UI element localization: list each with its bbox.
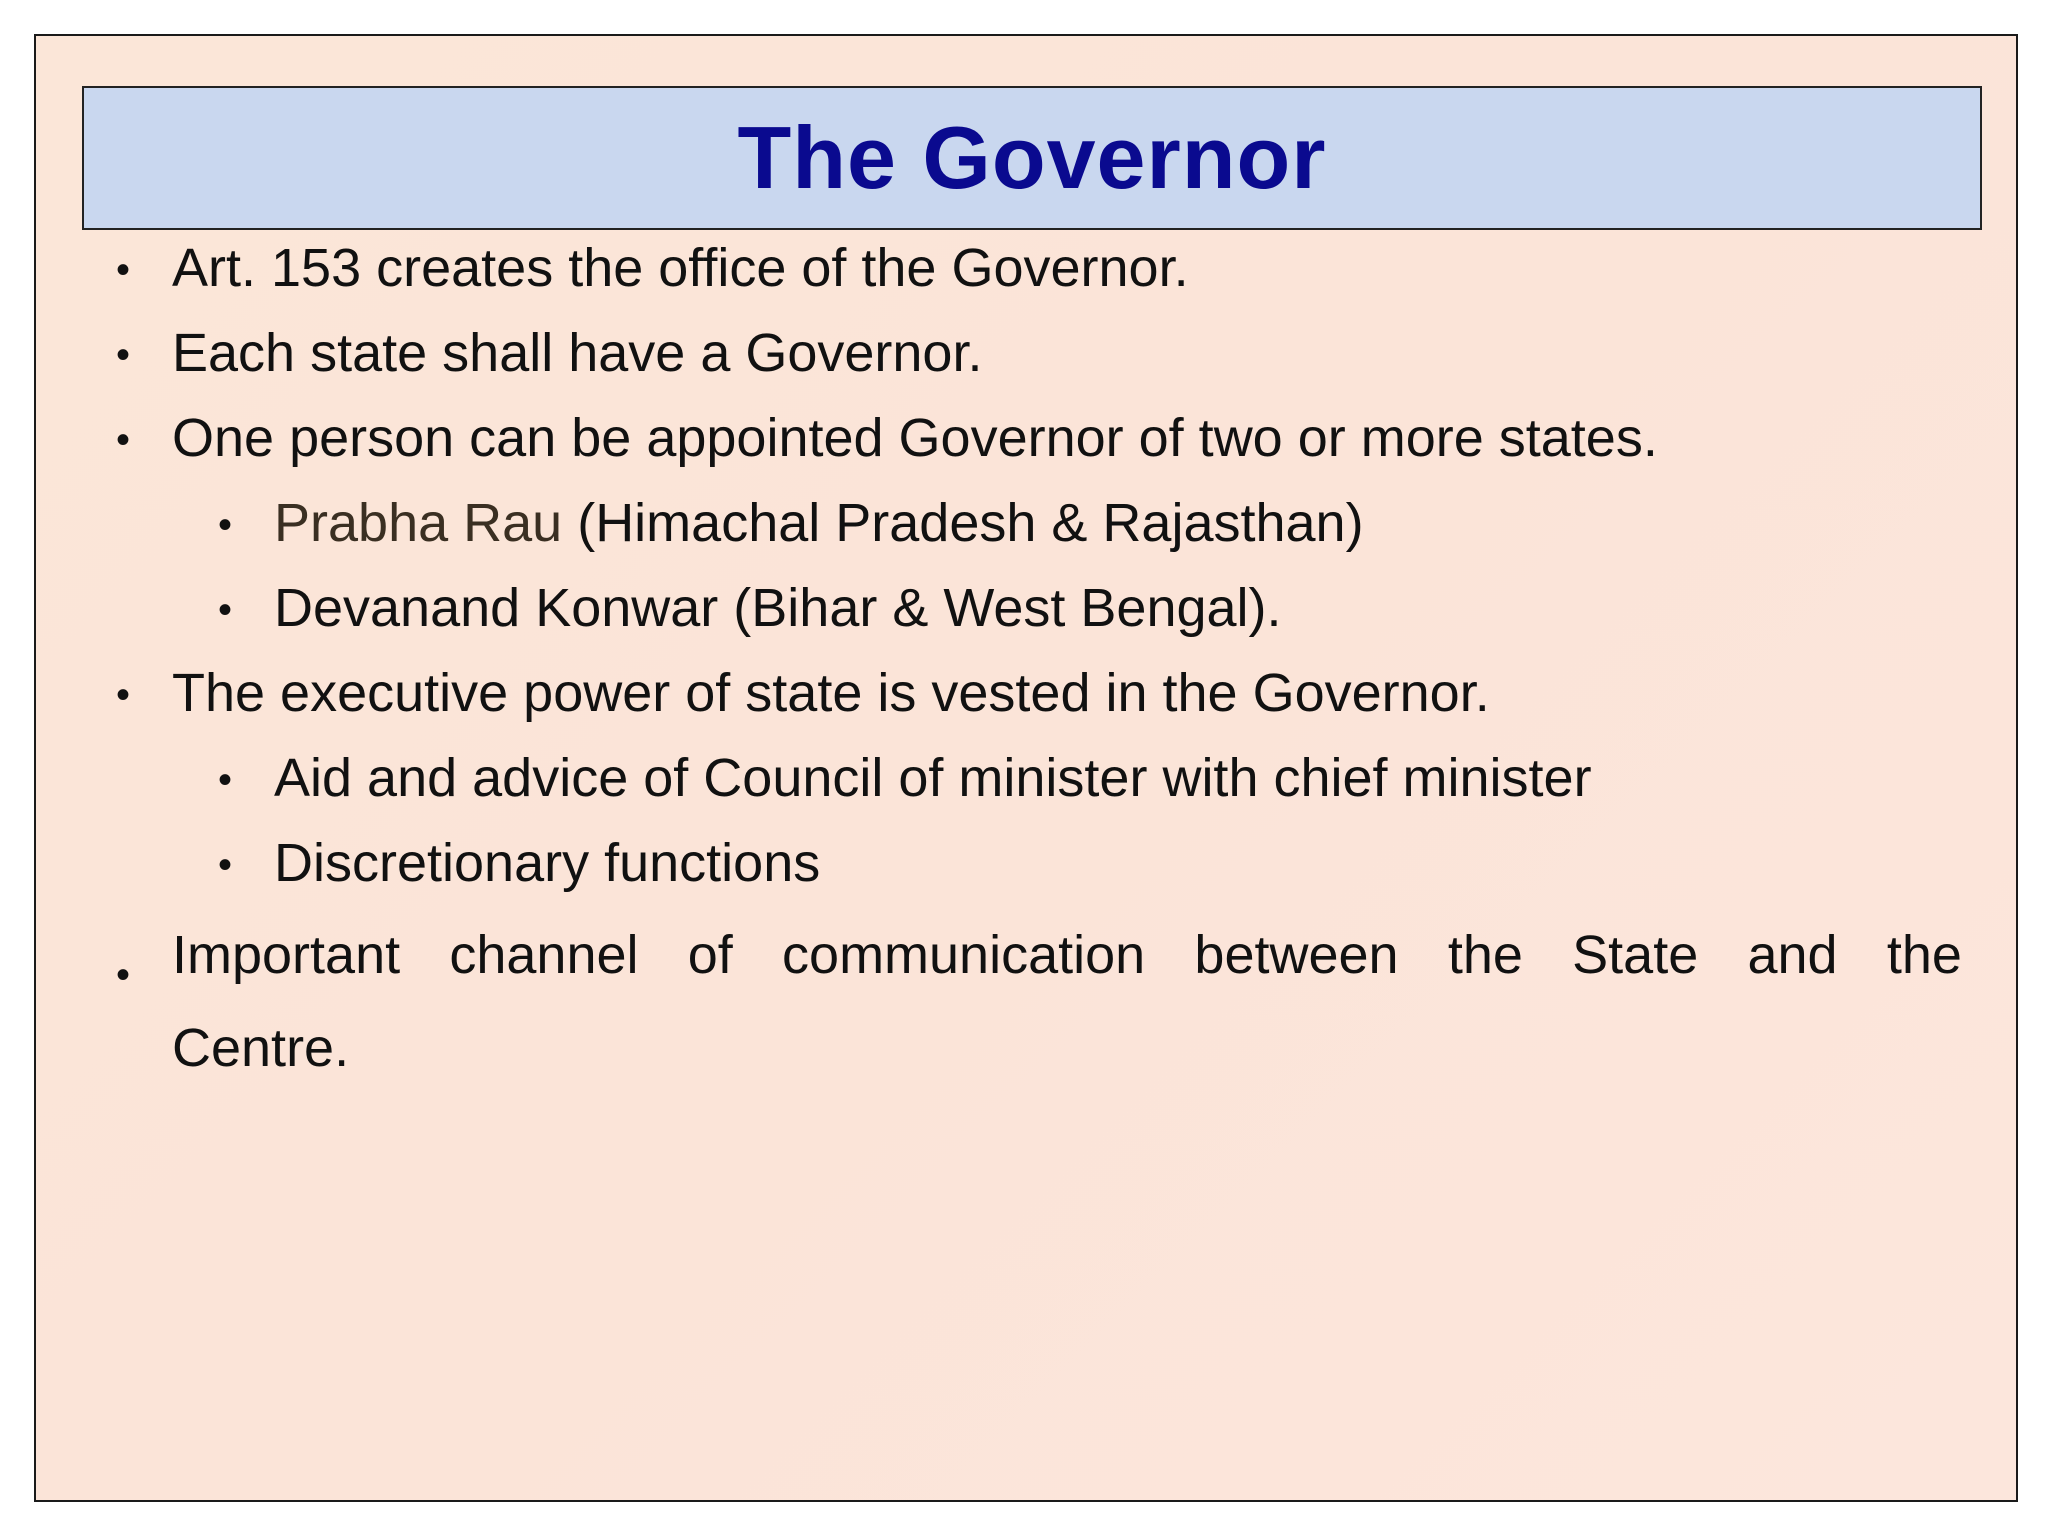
sub-bullet-item [218,491,1364,556]
bullet-text: The executive power of state is vested in the Governor. [172,663,1490,723]
governor-name: Prabha Rau [274,493,563,553]
bullet-word: channel [449,925,639,985]
bullet-word: between [1194,925,1399,985]
bullet-word: of [687,925,733,985]
bullet-dot-icon: • [218,758,233,802]
bullet-text: Art. 153 creates the office of the Governor. [172,238,1189,298]
bullet-dot-icon: • [116,953,131,997]
bullet-word: the [1886,925,1962,985]
bullet-dot-icon: • [116,248,131,292]
bullet-dot-icon: • [218,843,233,887]
bullet-list [36,36,2016,1500]
bullet-text: One person can be appointed Governor of two or more states. [172,408,1658,468]
bullet-word: the [1447,925,1523,985]
bullet-word: communication [782,925,1146,985]
bullet-dot-icon: • [116,333,131,377]
bullet-item [116,406,1658,471]
bullet-dot-icon: • [218,503,233,547]
bullet-word: State [1572,925,1699,985]
bullet-item [116,236,1189,301]
bullet-dot-icon: • [218,588,233,632]
bullet-text: Discretionary functions [274,833,821,893]
bullet-dot-icon: • [116,418,131,462]
bullet-text: Aid and advice of Council of minister with chief minister [274,748,1592,808]
sub-bullet-item [218,746,1592,811]
bullet-item [116,661,1490,726]
slide [34,34,2018,1502]
bullet-text: Each state shall have a Governor. [172,323,983,383]
bullet-text: (Himachal Pradesh & Rajasthan) [562,493,1364,553]
bullet-word: Important [172,925,401,985]
bullet-text: Devanand Konwar (Bihar & West Bengal). [274,578,1282,638]
sub-bullet-item [218,576,1282,641]
bullet-text-line-1 [172,909,1962,1002]
sub-bullet-item [218,831,821,896]
bullet-word: and [1747,925,1838,985]
slide-title: The Governor [737,108,1327,207]
bullet-item [116,909,1962,1095]
bullet-dot-icon: • [116,673,131,717]
bullet-text-line-2: Centre. [172,1018,350,1078]
bullet-item [116,321,983,386]
